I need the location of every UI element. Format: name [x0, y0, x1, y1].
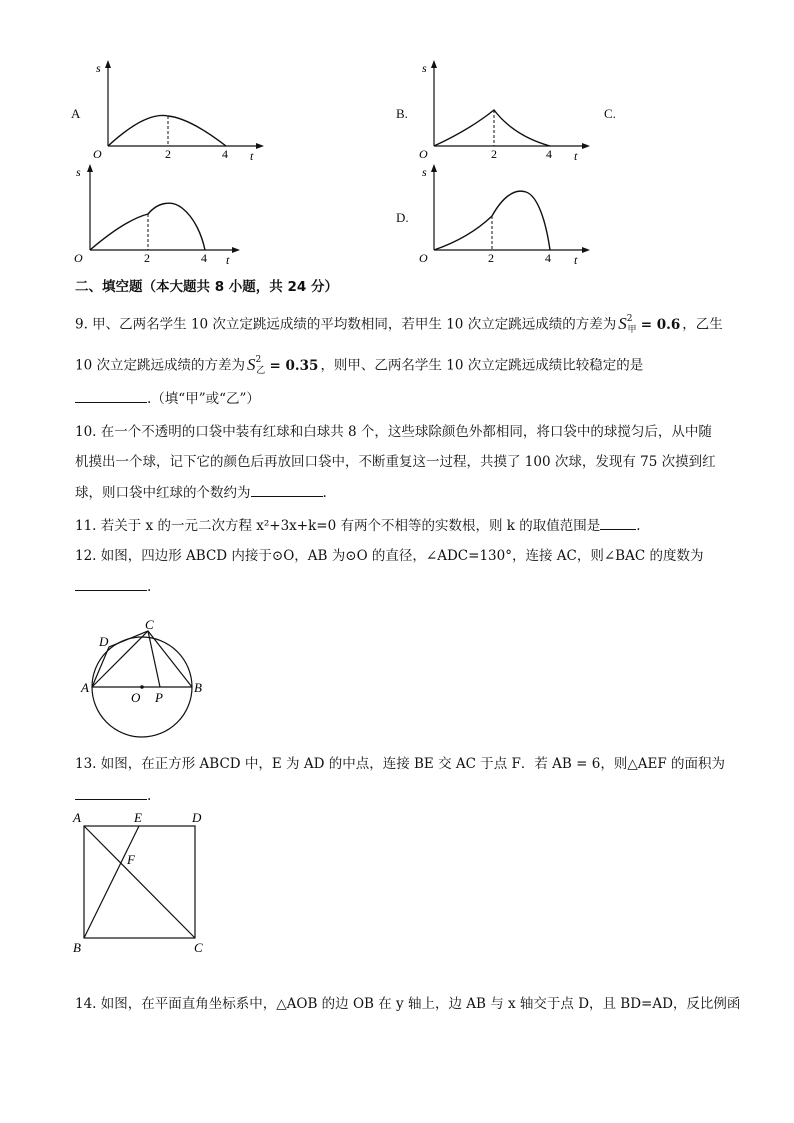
- q10-line2: 机摸出一个球，记下它的颜色后再放回口袋中，不断重复这一过程，共摸了 100 次球，发现有 75 次摸到红: [75, 454, 716, 470]
- tick-2: 2: [488, 251, 494, 265]
- label-e: E: [134, 810, 142, 825]
- tick-2: 2: [144, 251, 150, 265]
- q9-answer-blank[interactable]: [75, 388, 147, 403]
- label-d: D: [99, 634, 109, 649]
- graph-c: [70, 162, 250, 268]
- label-c: C: [194, 940, 203, 955]
- t-label: t: [574, 149, 578, 163]
- t-label: t: [574, 253, 578, 267]
- curve: [108, 115, 226, 146]
- t-label: t: [250, 149, 254, 163]
- segment-be: [84, 826, 139, 938]
- q10-line3: 球，则口袋中红球的个数约为 .: [75, 482, 327, 503]
- tick-2: 2: [491, 147, 497, 161]
- tick-2: 2: [165, 147, 171, 161]
- t-arrow-icon: [582, 143, 590, 149]
- tick-4: 4: [201, 251, 207, 265]
- q9-line1: 9. 甲、乙两名学生 10 次立定跳远成绩的平均数相同，若甲生 10 次立定跳远成绩的方差为 $S^2_甲 = 0.6$ ，乙生: [75, 313, 723, 336]
- q12-figure: [78, 616, 218, 738]
- q13-answer-blank[interactable]: [75, 785, 147, 800]
- label-a: A: [81, 680, 89, 695]
- tick-4: 4: [546, 147, 552, 161]
- s-arrow-icon: [105, 60, 111, 68]
- option-d-label: D.: [396, 210, 409, 225]
- t-arrow-icon: [232, 247, 240, 253]
- q12-answer-blank[interactable]: [75, 576, 147, 591]
- q10-line1: 10. 在一个不透明的口袋中装有红球和白球共 8 个，这些球除颜色外都相同，将口袋中的球搅匀后，从中随: [75, 424, 712, 440]
- q9-line3: .（填“甲”或“乙”）: [75, 388, 260, 409]
- label-o: O: [131, 690, 141, 705]
- tick-4: 4: [545, 251, 551, 265]
- q9-line2: 10 次立定跳远成绩的方差为 $S^2_乙 = 0.35$ ，则甲、乙两名学生 10 次立定跳远成绩比较稳定的是: [75, 354, 644, 377]
- label-d: D: [192, 810, 202, 825]
- s-label: s: [76, 165, 81, 179]
- t-arrow-icon: [256, 143, 264, 149]
- option-c-label: C.: [604, 106, 616, 121]
- q13-figure: [68, 806, 218, 958]
- label-b: B: [73, 940, 81, 955]
- label-f: F: [127, 852, 135, 867]
- s-arrow-icon: [431, 60, 437, 68]
- t-label: t: [226, 253, 230, 267]
- s-label: s: [422, 61, 427, 75]
- s-yi-formula: $S^2_乙 = 0.35$: [246, 354, 319, 377]
- label-b: B: [194, 680, 202, 695]
- q13-line2: .: [75, 785, 151, 806]
- q12-line1: 12. 如图，四边形 ABCD 内接于⊙O，AB 为⊙O 的直径，∠ADC=130°，连接 AC，则∠BAC 的度数为: [75, 548, 704, 564]
- s-label: s: [422, 165, 427, 179]
- graph-a: [88, 58, 268, 164]
- diagonal-ac: [84, 826, 195, 938]
- q11-answer-blank[interactable]: [600, 515, 636, 530]
- origin-label: O: [419, 147, 428, 161]
- label-a: A: [73, 810, 81, 825]
- center-dot: [140, 685, 144, 689]
- t-arrow-icon: [582, 247, 590, 253]
- origin-label: O: [93, 147, 102, 161]
- origin-label: O: [74, 251, 83, 265]
- s-label: s: [96, 61, 101, 75]
- q10-answer-blank[interactable]: [251, 482, 323, 497]
- q13-line1: 13. 如图，在正方形 ABCD 中，E 为 AD 的中点，连接 BE 交 AC 于点 F．若 AB = 6，则△AEF 的面积为: [75, 756, 725, 772]
- curve: [434, 110, 550, 146]
- label-p: P: [155, 690, 163, 705]
- s-arrow-icon: [87, 164, 93, 172]
- origin-label: O: [419, 251, 428, 265]
- graph-b: [414, 58, 594, 164]
- option-a-label: A: [71, 106, 81, 121]
- option-b-label: B.: [396, 106, 408, 121]
- graph-d: [414, 162, 594, 268]
- section-title: 二、填空题（本大题共 8 小题，共 24 分）: [75, 279, 338, 295]
- q12-line2: .: [75, 576, 151, 597]
- q9-line1-pre: 9. 甲、乙两名学生 10 次立定跳远成绩的平均数相同，若甲生 10 次立定跳远成绩的方差为: [75, 316, 617, 333]
- tick-4: 4: [222, 147, 228, 161]
- s-arrow-icon: [431, 164, 437, 172]
- q14-line1: 14. 如图，在平面直角坐标系中，△AOB 的边 OB 在 y 轴上，边 AB 与 x 轴交于点 D，且 BD=AD，反比例函: [75, 996, 741, 1012]
- s-jia-formula: $S^2_甲 = 0.6$: [618, 313, 681, 336]
- q11-line: 11. 若关于 x 的一元二次方程 x²+3x+k=0 有两个不相等的实数根，则 k 的取值范围是 .: [75, 515, 641, 536]
- label-c: C: [145, 617, 154, 632]
